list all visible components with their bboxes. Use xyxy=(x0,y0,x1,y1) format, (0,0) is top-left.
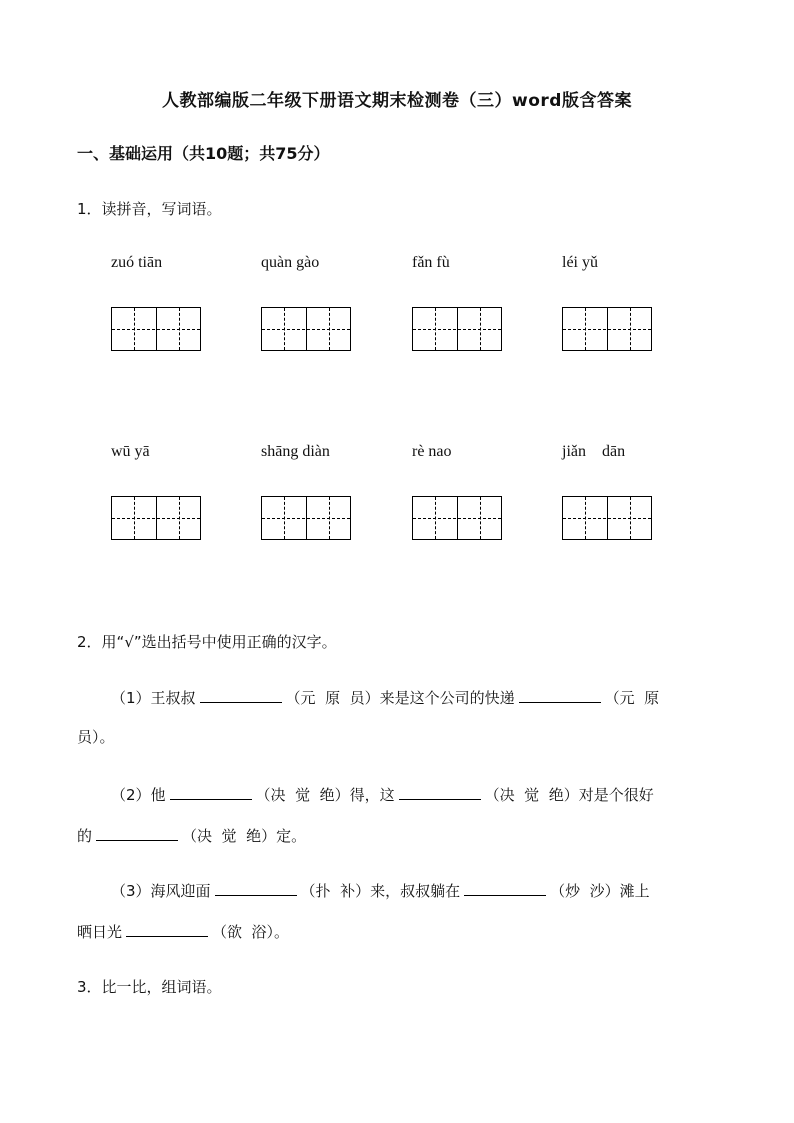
q2-s1-text-c: （元 原 xyxy=(604,689,660,707)
q2-s2-text-b: （决 觉 绝）得，这 xyxy=(255,786,395,804)
q2-s3-text-a: （3）海风迎面 xyxy=(111,882,211,900)
question-1-label: 1．读拼音，写词语。 xyxy=(77,200,222,218)
writing-grid[interactable] xyxy=(412,307,502,351)
writing-grid[interactable] xyxy=(562,307,652,351)
q2-s2-text-a: （2）他 xyxy=(111,786,166,804)
pinyin-1: zuó tiān xyxy=(111,254,163,271)
answer-blank[interactable] xyxy=(464,879,546,896)
pinyin-8: jiǎn dān xyxy=(562,443,626,460)
q2-s1-text-b: （元 原 员）来是这个公司的快递 xyxy=(285,689,515,707)
q2-s1-text-a: （1）王叔叔 xyxy=(111,689,196,707)
section-heading: 一、基础运用（共10题；共75分） xyxy=(77,144,330,163)
q2-s3-text-e: （欲 浴）。 xyxy=(212,923,290,941)
pinyin-2: quàn gào xyxy=(261,254,320,271)
answer-blank[interactable] xyxy=(519,686,601,703)
writing-grid[interactable] xyxy=(412,496,502,540)
q2-sentence-2-cont xyxy=(77,824,306,846)
q2-s3-text-c: （炒 沙）滩上 xyxy=(550,882,650,900)
question-3-label: 3．比一比，组词语。 xyxy=(77,978,222,996)
writing-grid[interactable] xyxy=(562,496,652,540)
q2-s2-text-c: （决 觉 绝）对是个很好 xyxy=(484,786,654,804)
pinyin-4: léi yǔ xyxy=(562,254,598,271)
q2-s3-text-d: 晒日光 xyxy=(77,923,123,941)
question-2-label: 2．用“√”选出括号中使用正确的汉字。 xyxy=(77,633,337,651)
q2-s3-text-b: （扑 补）来，叔叔躺在 xyxy=(300,882,461,900)
answer-blank[interactable] xyxy=(215,879,297,896)
writing-grid[interactable] xyxy=(111,307,201,351)
q2-s2-text-e: （决 觉 绝）定。 xyxy=(182,827,307,845)
writing-grid[interactable] xyxy=(261,307,351,351)
pinyin-6: shāng diàn xyxy=(261,443,330,460)
answer-blank[interactable] xyxy=(170,783,252,800)
q2-sentence-1 xyxy=(111,686,659,708)
q2-s1-text-d: 员）。 xyxy=(77,728,115,746)
answer-blank[interactable] xyxy=(399,783,481,800)
pinyin-3: fǎn fù xyxy=(412,254,450,271)
q2-sentence-2 xyxy=(111,783,654,805)
pinyin-7: rè nao xyxy=(412,443,452,460)
answer-blank[interactable] xyxy=(200,686,282,703)
q2-s2-text-d: 的 xyxy=(77,827,93,845)
writing-grid[interactable] xyxy=(261,496,351,540)
writing-grid[interactable] xyxy=(111,496,201,540)
pinyin-5: wū yā xyxy=(111,443,150,460)
answer-blank[interactable] xyxy=(126,920,208,937)
document-title: 人教部编版二年级下册语文期末检测卷（三）word版含答案 xyxy=(162,91,632,111)
q2-sentence-3 xyxy=(111,879,650,901)
answer-blank[interactable] xyxy=(96,824,178,841)
q2-sentence-3-cont xyxy=(77,920,289,942)
